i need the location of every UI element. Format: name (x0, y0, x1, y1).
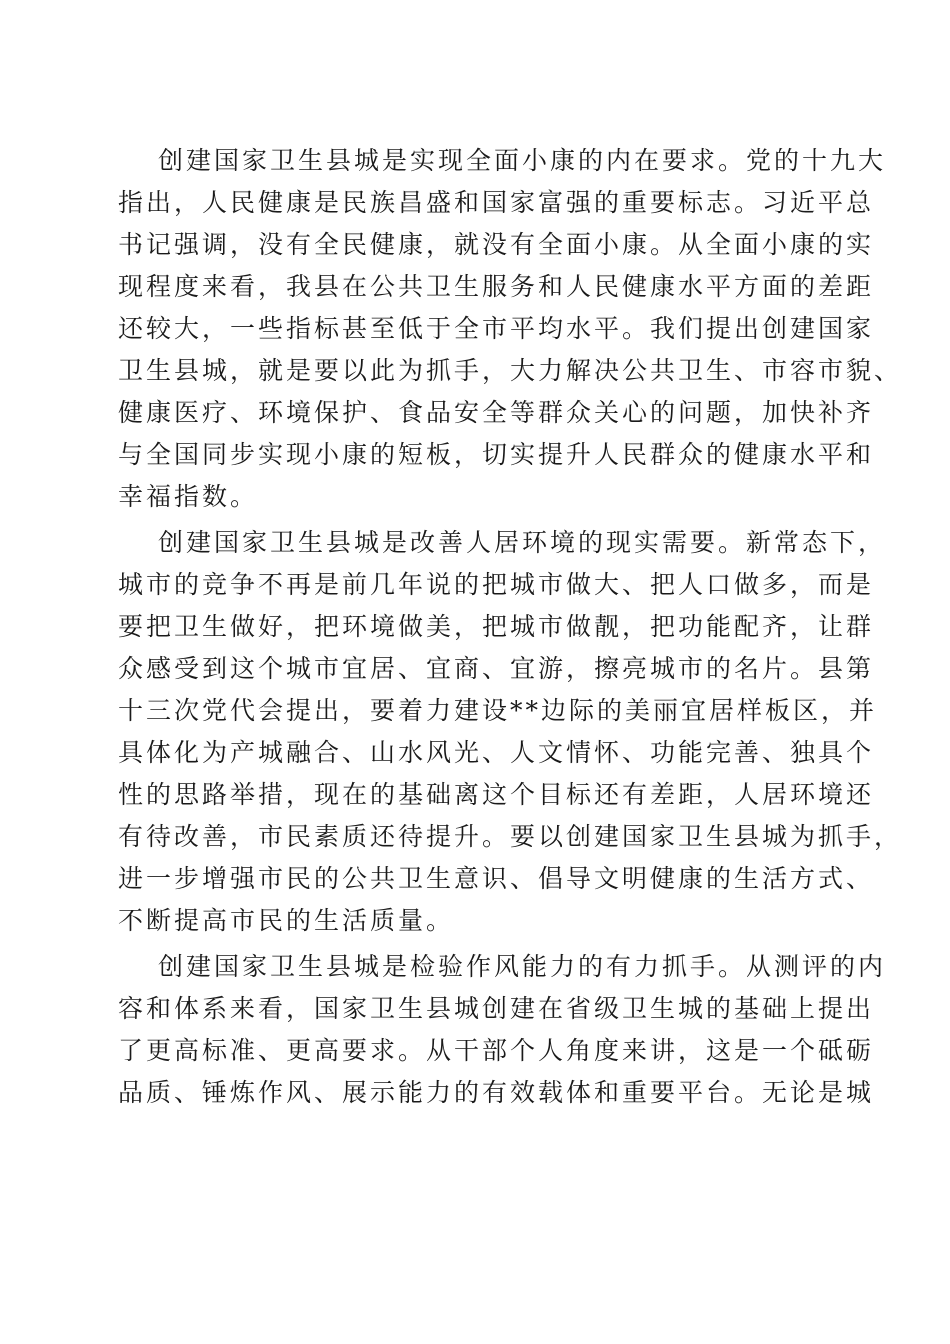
paragraph-2-line-7: 性的思路举措，现在的基础离这个目标还有差距，人居环境还 (118, 780, 875, 809)
paragraph-1-line-1: 创建国家卫生县城是实现全面小康的内在要求。党的十九大 (158, 146, 887, 175)
paragraph-1-line-7: 健康医疗、环境保护、食品安全等群众关心的问题，加快补齐 (118, 398, 875, 427)
paragraph-1-line-3: 书记强调，没有全民健康，就没有全面小康。从全面小康的实 (118, 230, 875, 259)
paragraph-2-line-9: 进一步增强市民的公共卫生意识、倡导文明健康的生活方式、 (118, 864, 875, 893)
paragraph-1-line-5: 还较大，一些指标甚至低于全市平均水平。我们提出创建国家 (118, 314, 875, 343)
paragraph-1-line-6: 卫生县城，就是要以此为抓手，大力解决公共卫生、市容市貌、 (118, 356, 903, 385)
paragraph-1-line-9: 幸福指数。 (118, 482, 259, 511)
paragraph-1-line-2: 指出，人民健康是民族昌盛和国家富强的重要标志。习近平总 (118, 188, 875, 217)
paragraph-2-line-2: 城市的竞争不再是前几年说的把城市做大、把人口做多，而是 (118, 570, 875, 599)
paragraph-1-line-8: 与全国同步实现小康的短板，切实提升人民群众的健康水平和 (118, 440, 875, 469)
paragraph-3-line-1: 创建国家卫生县城是检验作风能力的有力抓手。从测评的内 (158, 952, 887, 981)
paragraph-2-line-3: 要把卫生做好，把环境做美，把城市做靓，把功能配齐，让群 (118, 612, 875, 641)
paragraph-3-line-4: 品质、锤炼作风、展示能力的有效载体和重要平台。无论是城 (118, 1078, 875, 1107)
paragraph-1-line-4: 现程度来看，我县在公共卫生服务和人民健康水平方面的差距 (118, 272, 875, 301)
paragraph-2-line-8: 有待改善，市民素质还待提升。要以创建国家卫生县城为抓手， (118, 822, 903, 851)
paragraph-3-line-3: 了更高标准、更高要求。从干部个人角度来讲，这是一个砥砺 (118, 1036, 875, 1065)
paragraph-3-line-2: 容和体系来看，国家卫生县城创建在省级卫生城的基础上提出 (118, 994, 875, 1023)
paragraph-2-line-1: 创建国家卫生县城是改善人居环境的现实需要。新常态下， (158, 528, 887, 557)
paragraph-2-line-4: 众感受到这个城市宜居、宜商、宜游，擦亮城市的名片。县第 (118, 654, 875, 683)
paragraph-2-line-10: 不断提高市民的生活质量。 (118, 906, 455, 935)
paragraph-2-line-5: 十三次党代会提出，要着力建设**边际的美丽宜居样板区，并 (118, 696, 878, 725)
paragraph-2-line-6: 具体化为产城融合、山水风光、人文情怀、功能完善、独具个 (118, 738, 875, 767)
